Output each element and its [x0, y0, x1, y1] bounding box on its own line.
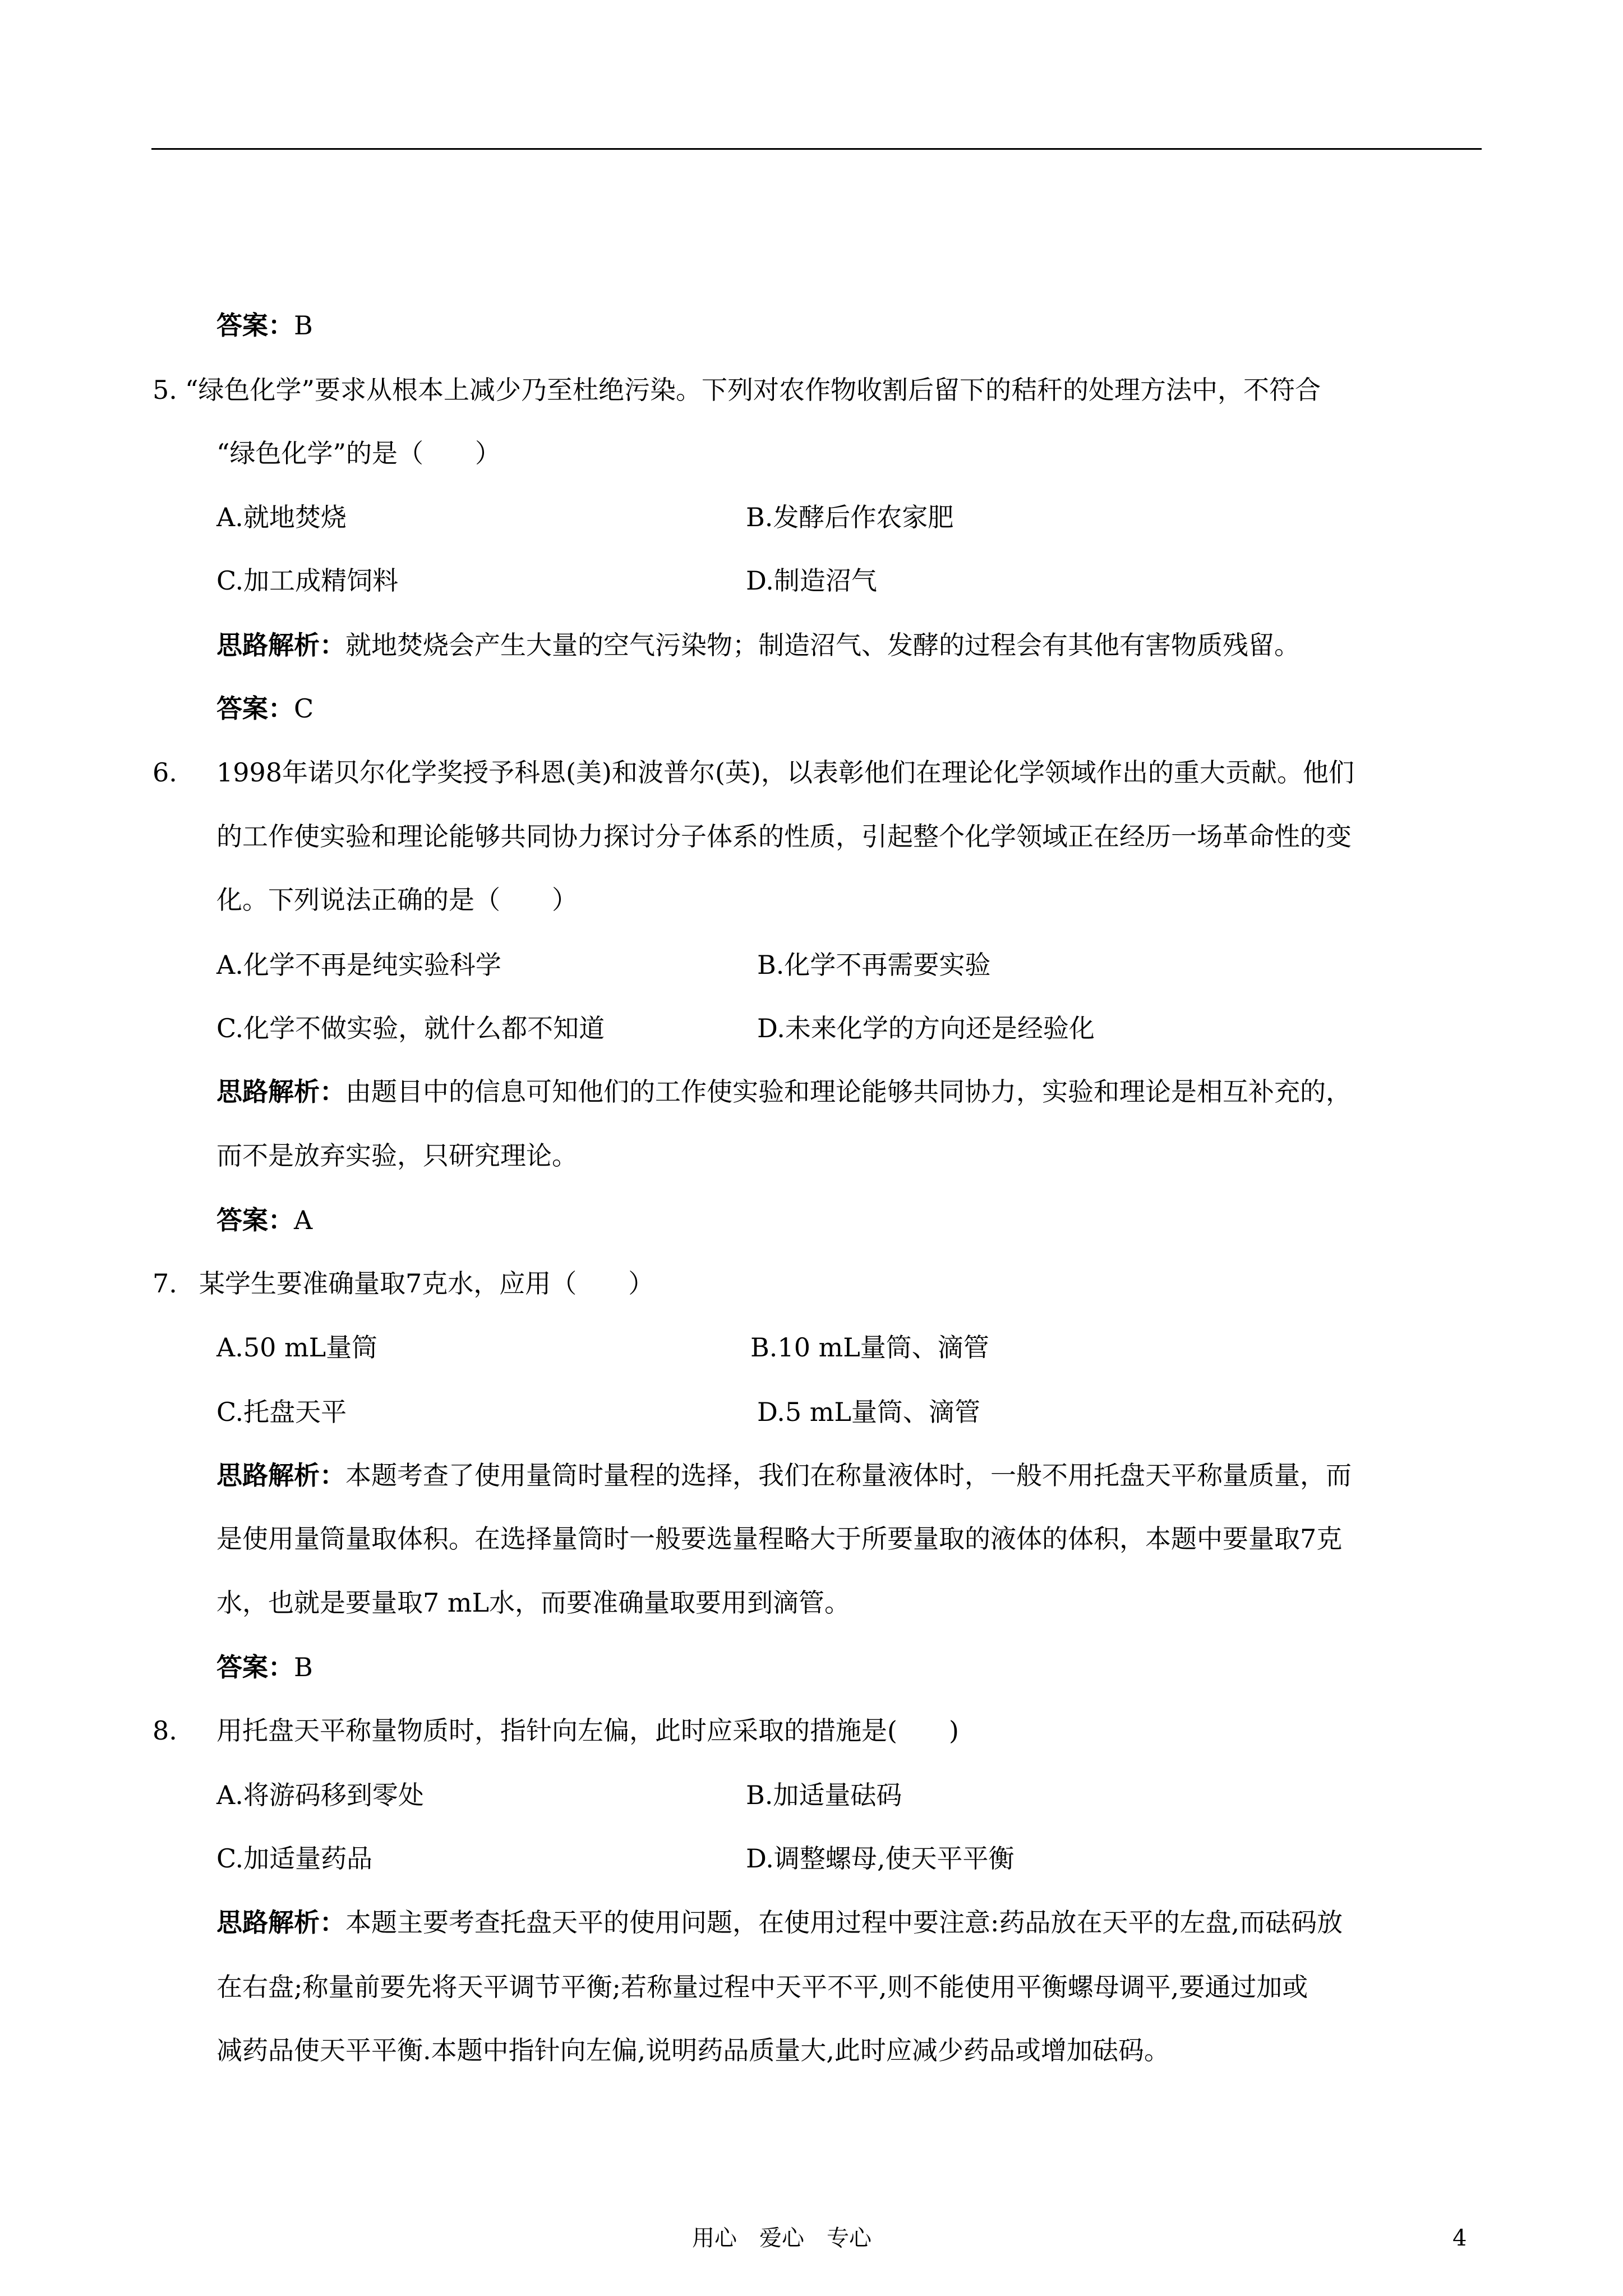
q8-analysis-line2: 在右盘;称量前要先将天平调节平衡;若称量过程中天平不平,则不能使用平衡螺母调平,要通过加或 — [216, 1972, 1308, 2002]
q5-number: 5. — [153, 375, 177, 405]
q8-number: 8. — [153, 1715, 177, 1746]
q7-analysis-line2: 是使用量筒量取体积。在选择量筒时一般要选量程略大于所要量取的液体的体积，本题中要量取7克 — [216, 1524, 1343, 1554]
footer-motto: 用心 爱心 专心 — [692, 2225, 872, 2251]
q6-number: 6. — [153, 757, 177, 788]
q7-analysis-line1: 思路解析：本题考查了使用量筒时量程的选择，我们在称量液体时，一般不用托盘天平称量质量，而 — [216, 1460, 1352, 1490]
q6-option-b: B.化学不再需要实验 — [757, 950, 991, 980]
q6-answer: 答案：A — [216, 1205, 313, 1235]
q6-option-d: D.未来化学的方向还是经验化 — [757, 1013, 1095, 1043]
q8-option-c: C.加适量药品 — [216, 1843, 373, 1874]
page-number: 4 — [1453, 2225, 1467, 2251]
q7-option-b: B.10 mL量筒、滴管 — [750, 1332, 989, 1363]
q8-analysis-line1: 思路解析：本题主要考查托盘天平的使用问题，在使用过程中要注意:药品放在天平的左盘,而砝码放 — [216, 1907, 1343, 1938]
q7-option-d: D.5 mL量筒、滴管 — [757, 1397, 980, 1427]
header-rule — [151, 148, 1482, 150]
q6-option-c: C.化学不做实验，就什么都不知道 — [216, 1013, 605, 1043]
q6-analysis-line2: 而不是放弃实验，只研究理论。 — [216, 1140, 578, 1171]
q6-option-a: A.化学不再是纯实验科学 — [216, 950, 501, 980]
q5-stem-line2: “绿色化学”的是（ ） — [216, 438, 501, 468]
q8-stem-line1: 用托盘天平称量物质时，指针向左偏，此时应采取的措施是( ) — [216, 1715, 959, 1746]
q4-answer: 答案：B — [216, 310, 313, 341]
q7-answer: 答案：B — [216, 1652, 313, 1682]
q7-stem-line1: 某学生要准确量取7克水，应用（ ） — [199, 1268, 654, 1299]
q7-option-c: C.托盘天平 — [216, 1397, 347, 1427]
q8-option-d: D.调整螺母,使天平平衡 — [746, 1843, 1015, 1874]
q7-option-a: A.50 mL量筒 — [216, 1332, 378, 1363]
q8-option-a: A.将游码移到零处 — [216, 1780, 424, 1810]
q5-option-c: C.加工成精饲料 — [216, 565, 399, 596]
q6-stem-line3: 化。下列说法正确的是（ ） — [216, 885, 578, 915]
q5-analysis: 思路解析：就地焚烧会产生大量的空气污染物；制造沼气、发酵的过程会有其他有害物质残留。 — [216, 630, 1300, 660]
q6-stem-line1: 1998年诺贝尔化学奖授予科恩(美)和波普尔(英)，以表彰他们在理论化学领域作出的重大贡献。他们 — [216, 757, 1354, 788]
q5-stem-line1: “绿色化学”要求从根本上减少乃至杜绝污染。下列对农作物收割后留下的秸秆的处理方法中，不符合 — [185, 375, 1321, 405]
q7-number: 7. — [153, 1268, 177, 1299]
q7-analysis-line3: 水，也就是要量取7 mL水，而要准确量取要用到滴管。 — [216, 1588, 851, 1618]
q5-answer: 答案：C — [216, 693, 314, 724]
q5-option-b: B.发酵后作农家肥 — [746, 502, 954, 532]
q6-stem-line2: 的工作使实验和理论能够共同协力探讨分子体系的性质，引起整个化学领域正在经历一场革命性的变 — [216, 821, 1352, 852]
q5-option-a: A.就地焚烧 — [216, 502, 347, 532]
q8-option-b: B.加适量砝码 — [746, 1780, 902, 1810]
q8-analysis-line3: 减药品使天平平衡.本题中指针向左偏,说明药品质量大,此时应减少药品或增加砝码。 — [216, 2035, 1170, 2065]
q5-option-d: D.制造沼气 — [746, 565, 877, 596]
q6-analysis-line1: 思路解析：由题目中的信息可知他们的工作使实验和理论能够共同协力，实验和理论是相互补充的， — [216, 1076, 1352, 1107]
